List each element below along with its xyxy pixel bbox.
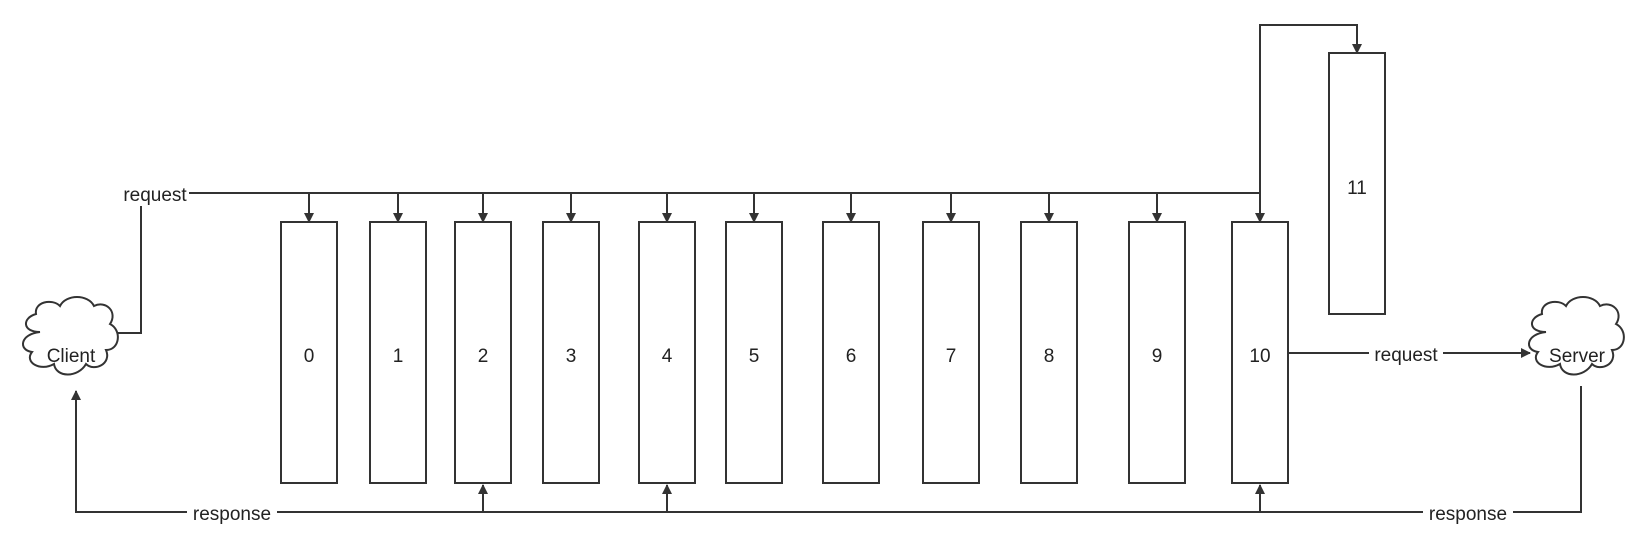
box-4 xyxy=(639,222,695,483)
buffer-boxes xyxy=(281,53,1385,483)
server-label: Server xyxy=(1549,346,1605,367)
box-label-6: 6 xyxy=(845,346,857,367)
request-drops xyxy=(309,193,1260,222)
box-11 xyxy=(1329,53,1385,314)
box-0 xyxy=(281,222,337,483)
request-label-out: request xyxy=(1374,345,1438,366)
box-label-7: 7 xyxy=(945,346,957,367)
box-8 xyxy=(1021,222,1077,483)
client-cloud xyxy=(23,297,118,375)
box-label-0: 0 xyxy=(303,346,315,367)
box-label-9: 9 xyxy=(1151,346,1163,367)
box-label-3: 3 xyxy=(565,346,577,367)
box-label-11: 11 xyxy=(1347,178,1367,199)
box-1 xyxy=(370,222,426,483)
box-10 xyxy=(1232,222,1288,483)
box-7 xyxy=(923,222,979,483)
response-label-right: response xyxy=(1428,504,1508,525)
box-3 xyxy=(543,222,599,483)
box-label-10: 10 xyxy=(1249,346,1271,367)
server-cloud xyxy=(1529,297,1624,375)
box-label-5: 5 xyxy=(748,346,760,367)
request-label-in: request xyxy=(123,185,187,206)
box-2 xyxy=(455,222,511,483)
box-label-1: 1 xyxy=(392,346,404,367)
box-label-2: 2 xyxy=(477,346,489,367)
box-9 xyxy=(1129,222,1185,483)
box-6 xyxy=(823,222,879,483)
box-label-8: 8 xyxy=(1043,346,1055,367)
box-5 xyxy=(726,222,782,483)
box-label-4: 4 xyxy=(661,346,673,367)
client-label: Client xyxy=(46,346,96,367)
response-label-left: response xyxy=(192,504,272,525)
